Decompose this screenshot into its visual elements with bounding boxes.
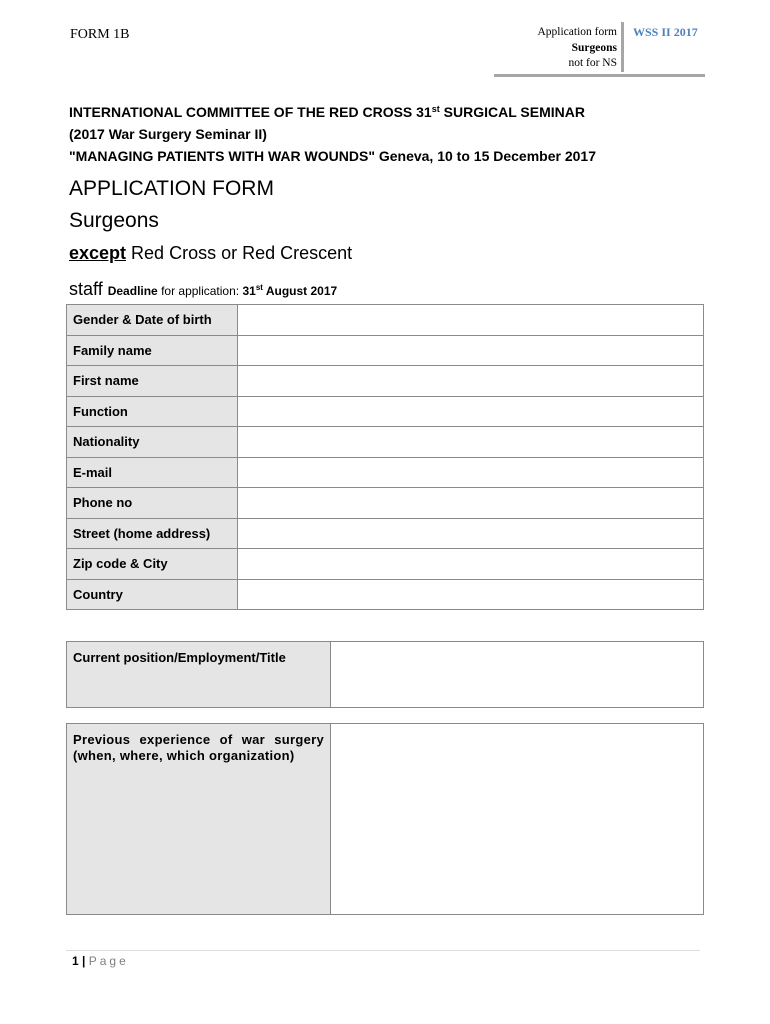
field-label: First name [67, 366, 238, 397]
field-input-nationality[interactable] [238, 427, 704, 458]
eligibility-note [69, 243, 352, 264]
field-row [67, 457, 704, 488]
page-word: Page [88, 954, 129, 968]
war-surgery-experience-table [66, 723, 704, 915]
field-row [67, 427, 704, 458]
experience-label: Previous experience of war surgery (when, where, which organization) [67, 724, 331, 915]
field-label: Function [67, 396, 238, 427]
header-line-not-for-ns: not for NS [568, 57, 617, 69]
header-tag: WSS II 2017 [633, 25, 698, 39]
intro-line-1-sup: st [431, 104, 440, 114]
staff-text: staff [69, 279, 103, 299]
position-row [67, 642, 704, 708]
staff-deadline-line [69, 279, 337, 300]
field-input-family-name[interactable] [238, 335, 704, 366]
personal-details-table [66, 304, 704, 610]
deadline-mid: for application: [157, 284, 243, 298]
deadline-month: August 2017 [262, 284, 338, 298]
intro-line-1-post: SURGICAL SEMINAR [439, 104, 585, 120]
deadline-day: 31 [242, 284, 256, 298]
field-input-email[interactable] [238, 457, 704, 488]
field-row [67, 488, 704, 519]
intro-line-2: (2017 War Surgery Seminar II) [69, 126, 267, 142]
field-input-street[interactable] [238, 518, 704, 549]
field-label: Nationality [67, 427, 238, 458]
position-label: Current position/Employment/Title [67, 642, 331, 708]
deadline [108, 284, 337, 298]
field-label: Street (home address) [67, 518, 238, 549]
field-label: Family name [67, 335, 238, 366]
field-input-gender-dob[interactable] [238, 305, 704, 336]
header-info [494, 22, 624, 72]
current-position-table [66, 641, 704, 708]
field-input-first-name[interactable] [238, 366, 704, 397]
deadline-sup: st [255, 283, 263, 292]
page-subtitle: Surgeons [69, 209, 159, 232]
field-label: Gender & Date of birth [67, 305, 238, 336]
page-footer [72, 954, 129, 968]
except-text: except [69, 243, 127, 263]
seminar-intro [69, 101, 709, 167]
field-row [67, 549, 704, 580]
intro-line-3: "MANAGING PATIENTS WITH WAR WOUNDS" Geneva, 10 to 15 December 2017 [69, 148, 596, 164]
field-row [67, 366, 704, 397]
field-row [67, 579, 704, 610]
eligibility-rest: Red Cross or Red Crescent [126, 243, 353, 263]
field-row [67, 335, 704, 366]
field-row [67, 305, 704, 336]
intro-line-1 [69, 101, 709, 123]
page-number: 1 [72, 954, 79, 968]
field-label: Zip code & City [67, 549, 238, 580]
field-input-country[interactable] [238, 579, 704, 610]
position-input[interactable] [331, 642, 704, 708]
field-label: Country [67, 579, 238, 610]
field-label: E-mail [67, 457, 238, 488]
field-input-function[interactable] [238, 396, 704, 427]
page-title: APPLICATION FORM [69, 177, 274, 200]
footer-divider [66, 950, 700, 951]
field-label: Phone no [67, 488, 238, 519]
intro-line-1-text: INTERNATIONAL COMMITTEE OF THE RED CROSS 31 [69, 104, 432, 120]
field-input-phone[interactable] [238, 488, 704, 519]
header-box [494, 22, 705, 77]
field-row [67, 396, 704, 427]
header-line-application: Application form [537, 26, 617, 38]
field-input-zip-city[interactable] [238, 549, 704, 580]
header-line-surgeons: Surgeons [571, 41, 617, 54]
experience-row [67, 724, 704, 915]
experience-input[interactable] [331, 724, 704, 915]
footer-separator: | [78, 954, 89, 968]
deadline-label: Deadline [107, 284, 158, 298]
field-row [67, 518, 704, 549]
form-id: FORM 1B [70, 27, 130, 42]
